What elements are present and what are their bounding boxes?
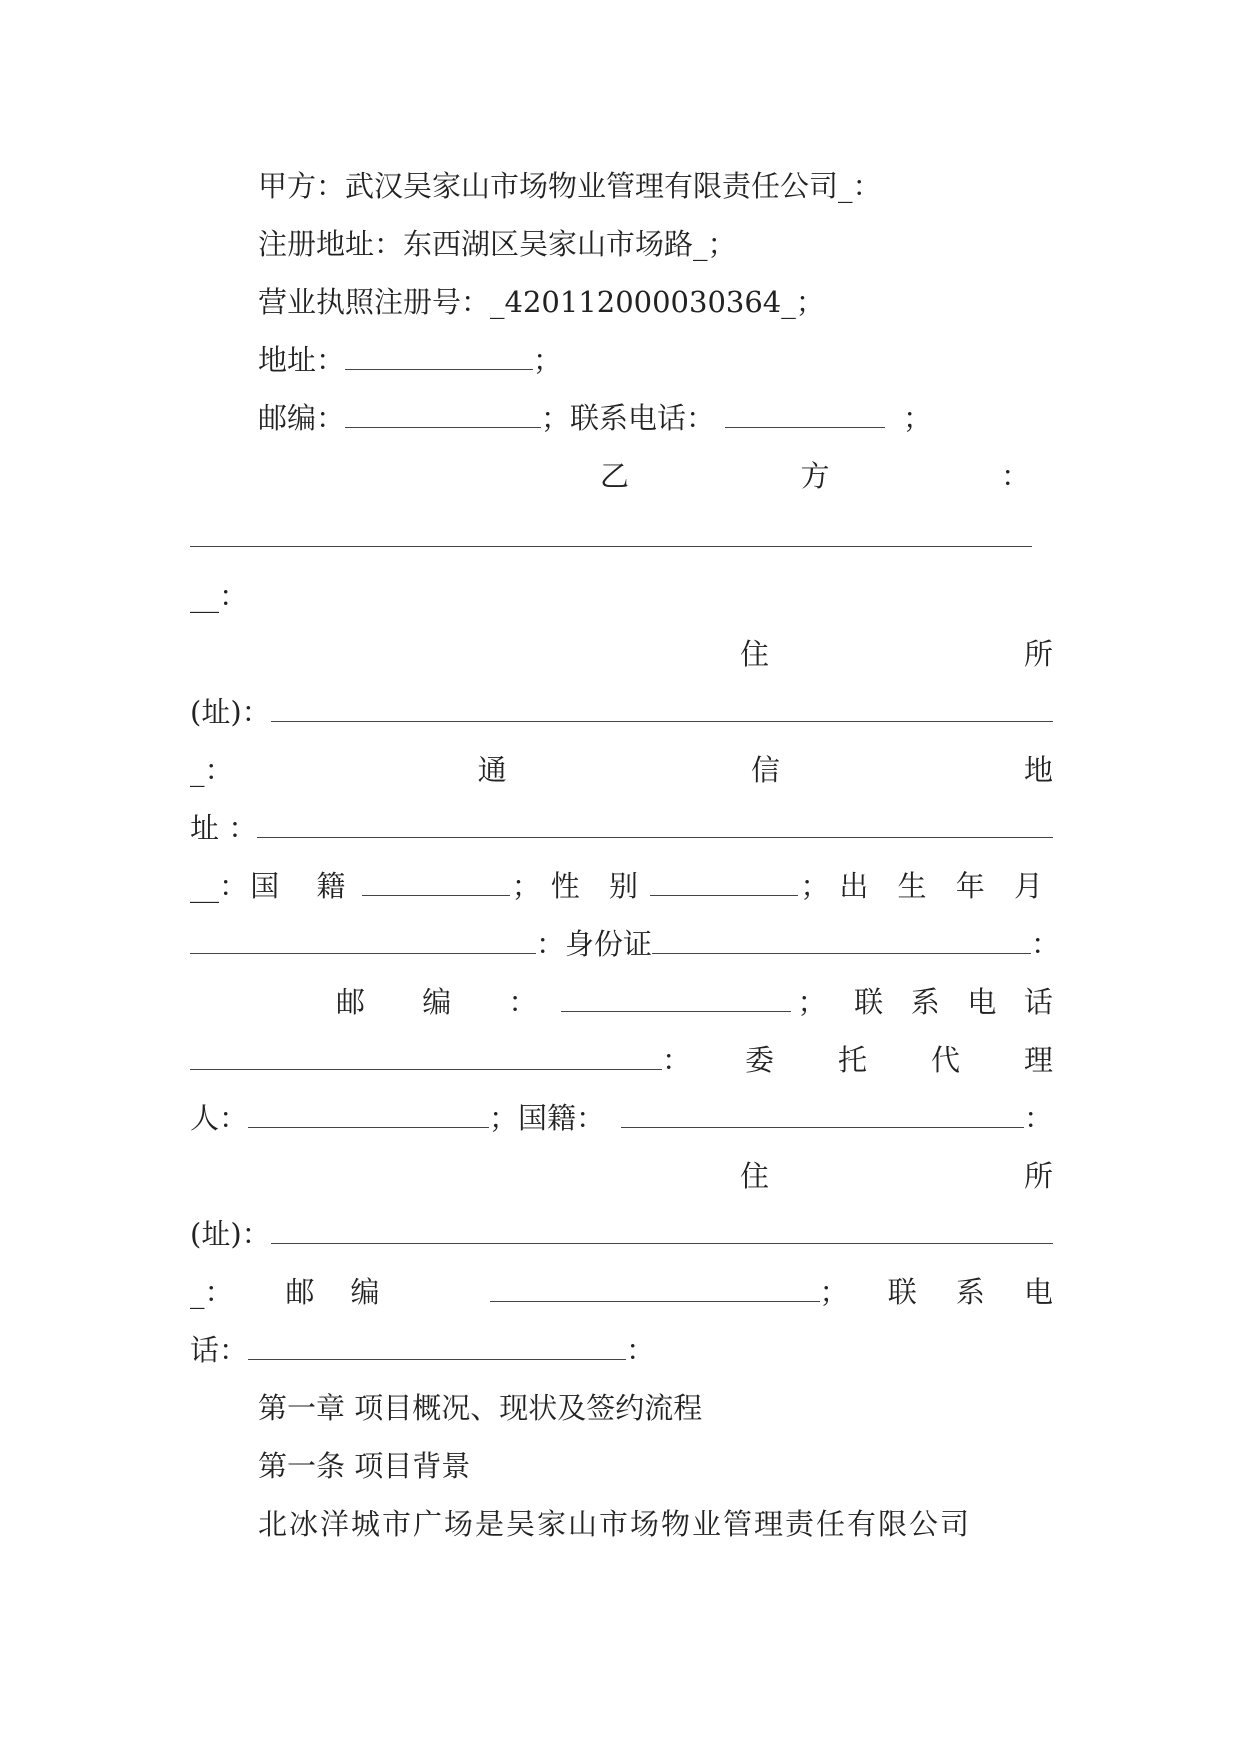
party-b-phone-blank bbox=[190, 1043, 662, 1070]
party-b-agent-post-blank bbox=[490, 1275, 820, 1302]
party-b-title-end: __： bbox=[190, 579, 249, 613]
party-b-mail-char: 信 bbox=[750, 753, 780, 787]
party-b-mail-address bbox=[190, 808, 1053, 848]
party-b-agent-residence-blank bbox=[271, 1217, 1053, 1244]
party-a-address-blank bbox=[345, 343, 533, 370]
party-b-phone-char: 系 bbox=[910, 985, 940, 1019]
party-b-agent-char: 委 bbox=[745, 1043, 775, 1077]
party-a-phone-end: ； bbox=[903, 401, 933, 435]
party-b-agent-char: 代 bbox=[930, 1043, 960, 1077]
party-a-phone-label: ；联系电话： bbox=[541, 401, 716, 435]
party-b-residence bbox=[190, 692, 1053, 732]
party-a-postcode-label: 邮编： bbox=[258, 401, 346, 435]
party-b-id-line bbox=[190, 924, 1060, 964]
party-b-phone-char: 联 bbox=[854, 985, 884, 1019]
party-b-agent-phone-char: 电 bbox=[1023, 1275, 1053, 1309]
party-b-title-char: ： bbox=[1000, 459, 1030, 493]
party-b-agent-residence-char: 所 bbox=[1023, 1159, 1053, 1193]
party-a-address bbox=[258, 340, 562, 380]
party-b-agent-nat-label: ；国籍： bbox=[489, 1101, 606, 1135]
party-a-reg-address: 注册地址：东西湖区吴家山市场路_； bbox=[258, 227, 737, 261]
party-b-agent-residence-heading bbox=[740, 1156, 1053, 1196]
party-b-agent-blank bbox=[248, 1101, 489, 1128]
party-b-nationality-blank bbox=[362, 869, 510, 896]
party-b-agent-phone-blank bbox=[248, 1333, 626, 1360]
party-b-personal-info bbox=[190, 866, 1053, 906]
party-b-mail-heading bbox=[190, 750, 1053, 790]
party-a-postcode-blank bbox=[345, 401, 541, 428]
party-b-nationality-lead: __： bbox=[190, 869, 249, 903]
party-b-gender-label: ；性 别 bbox=[511, 869, 648, 903]
party-b-agent-phone-char: 联 bbox=[887, 1275, 917, 1309]
party-b-agent-post-char: 邮 bbox=[285, 1275, 315, 1309]
party-b-residence-label: (址)： bbox=[190, 695, 271, 729]
party-b-agent-char: 托 bbox=[838, 1043, 868, 1077]
party-b-mail-label: 址 ： bbox=[190, 811, 258, 845]
party-b-agent-char: 理 bbox=[1023, 1043, 1053, 1077]
party-b-postcode-blank bbox=[561, 985, 791, 1012]
party-b-agent-label: 人： bbox=[190, 1101, 249, 1135]
party-b-mail-char: 地 bbox=[1023, 753, 1053, 787]
party-b-agent-phone bbox=[190, 1330, 655, 1370]
party-b-agent-residence-label: (址)： bbox=[190, 1217, 271, 1251]
party-b-title-char: 乙 bbox=[600, 459, 630, 493]
party-b-phone-char: 话 bbox=[1023, 985, 1053, 1019]
party-b-mail-char: 通 bbox=[477, 753, 507, 787]
party-b-residence-char: 住 bbox=[740, 637, 770, 671]
party-b-id-end: ： bbox=[1030, 927, 1060, 961]
party-b-agent-heading bbox=[190, 1040, 1053, 1080]
party-b-gender-blank bbox=[650, 869, 798, 896]
party-b-agent-residence-char: 住 bbox=[740, 1159, 770, 1193]
party-b-agent-contact bbox=[190, 1272, 1053, 1312]
party-b-residence-blank bbox=[271, 695, 1053, 722]
party-b-agent-title bbox=[745, 1040, 1053, 1080]
party-b-postcode-label: 邮 编 ： bbox=[336, 985, 562, 1019]
party-b-agent-phone-label: 话： bbox=[190, 1333, 249, 1367]
party-b-id-label: ：身份证 bbox=[536, 927, 653, 961]
party-b-agent-nat-end: ： bbox=[1023, 1101, 1053, 1135]
party-b-residence-heading bbox=[740, 634, 1053, 674]
party-b-nationality-label: 国 籍 bbox=[250, 869, 360, 903]
party-a-license: 营业执照注册号：_420112000030364_； bbox=[258, 285, 825, 319]
party-b-residence-char: 所 bbox=[1023, 637, 1053, 671]
party-b-agent-phone-char: ； bbox=[819, 1275, 849, 1309]
party-b-agent-phone-end: ： bbox=[626, 1333, 656, 1367]
party-b-agent-phone-heading bbox=[820, 1272, 1053, 1312]
party-a-phone-blank bbox=[725, 401, 885, 428]
party-a-contact bbox=[258, 398, 932, 438]
party-a-address-end: ； bbox=[533, 343, 563, 377]
party-b-agent-nat-blank bbox=[621, 1101, 1024, 1128]
party-b-phone-char: ； bbox=[797, 985, 827, 1019]
party-b-mail-colon: _： bbox=[190, 753, 234, 787]
article-title: 第一条 项目背景 bbox=[258, 1449, 471, 1483]
party-b-birth-blank bbox=[190, 927, 536, 954]
party-b-title-char: 方 bbox=[800, 459, 830, 493]
party-b-agent-post-char: 编 bbox=[350, 1275, 380, 1309]
party-b-agent-colon: ： bbox=[662, 1043, 692, 1077]
party-b-agent-phone-char: 系 bbox=[955, 1275, 985, 1309]
party-b-agent-line bbox=[190, 1098, 1053, 1138]
party-b-phone-heading bbox=[797, 982, 1053, 1022]
party-b-birth-label: ；出 生 年 月 bbox=[800, 869, 1053, 903]
party-b-id-blank bbox=[652, 927, 1031, 954]
party-b-phone-char: 电 bbox=[967, 985, 997, 1019]
party-b-mail-blank bbox=[257, 811, 1053, 838]
party-b-postcode-line bbox=[336, 982, 1053, 1022]
party-b-name-blank bbox=[190, 546, 1032, 547]
party-b-agent-colon2: _： bbox=[190, 1275, 234, 1309]
party-b-agent-residence bbox=[190, 1214, 1053, 1254]
paragraph-text: 北冰洋城市广场是吴家山市场物业管理责任有限公司 bbox=[258, 1507, 972, 1541]
party-a-address-label: 地址： bbox=[258, 343, 346, 377]
chapter-title: 第一章 项目概况、现状及签约流程 bbox=[258, 1391, 703, 1425]
party-a-name: 甲方：武汉吴家山市场物业管理有限责任公司_： bbox=[258, 169, 882, 203]
party-b-title bbox=[600, 456, 1030, 496]
